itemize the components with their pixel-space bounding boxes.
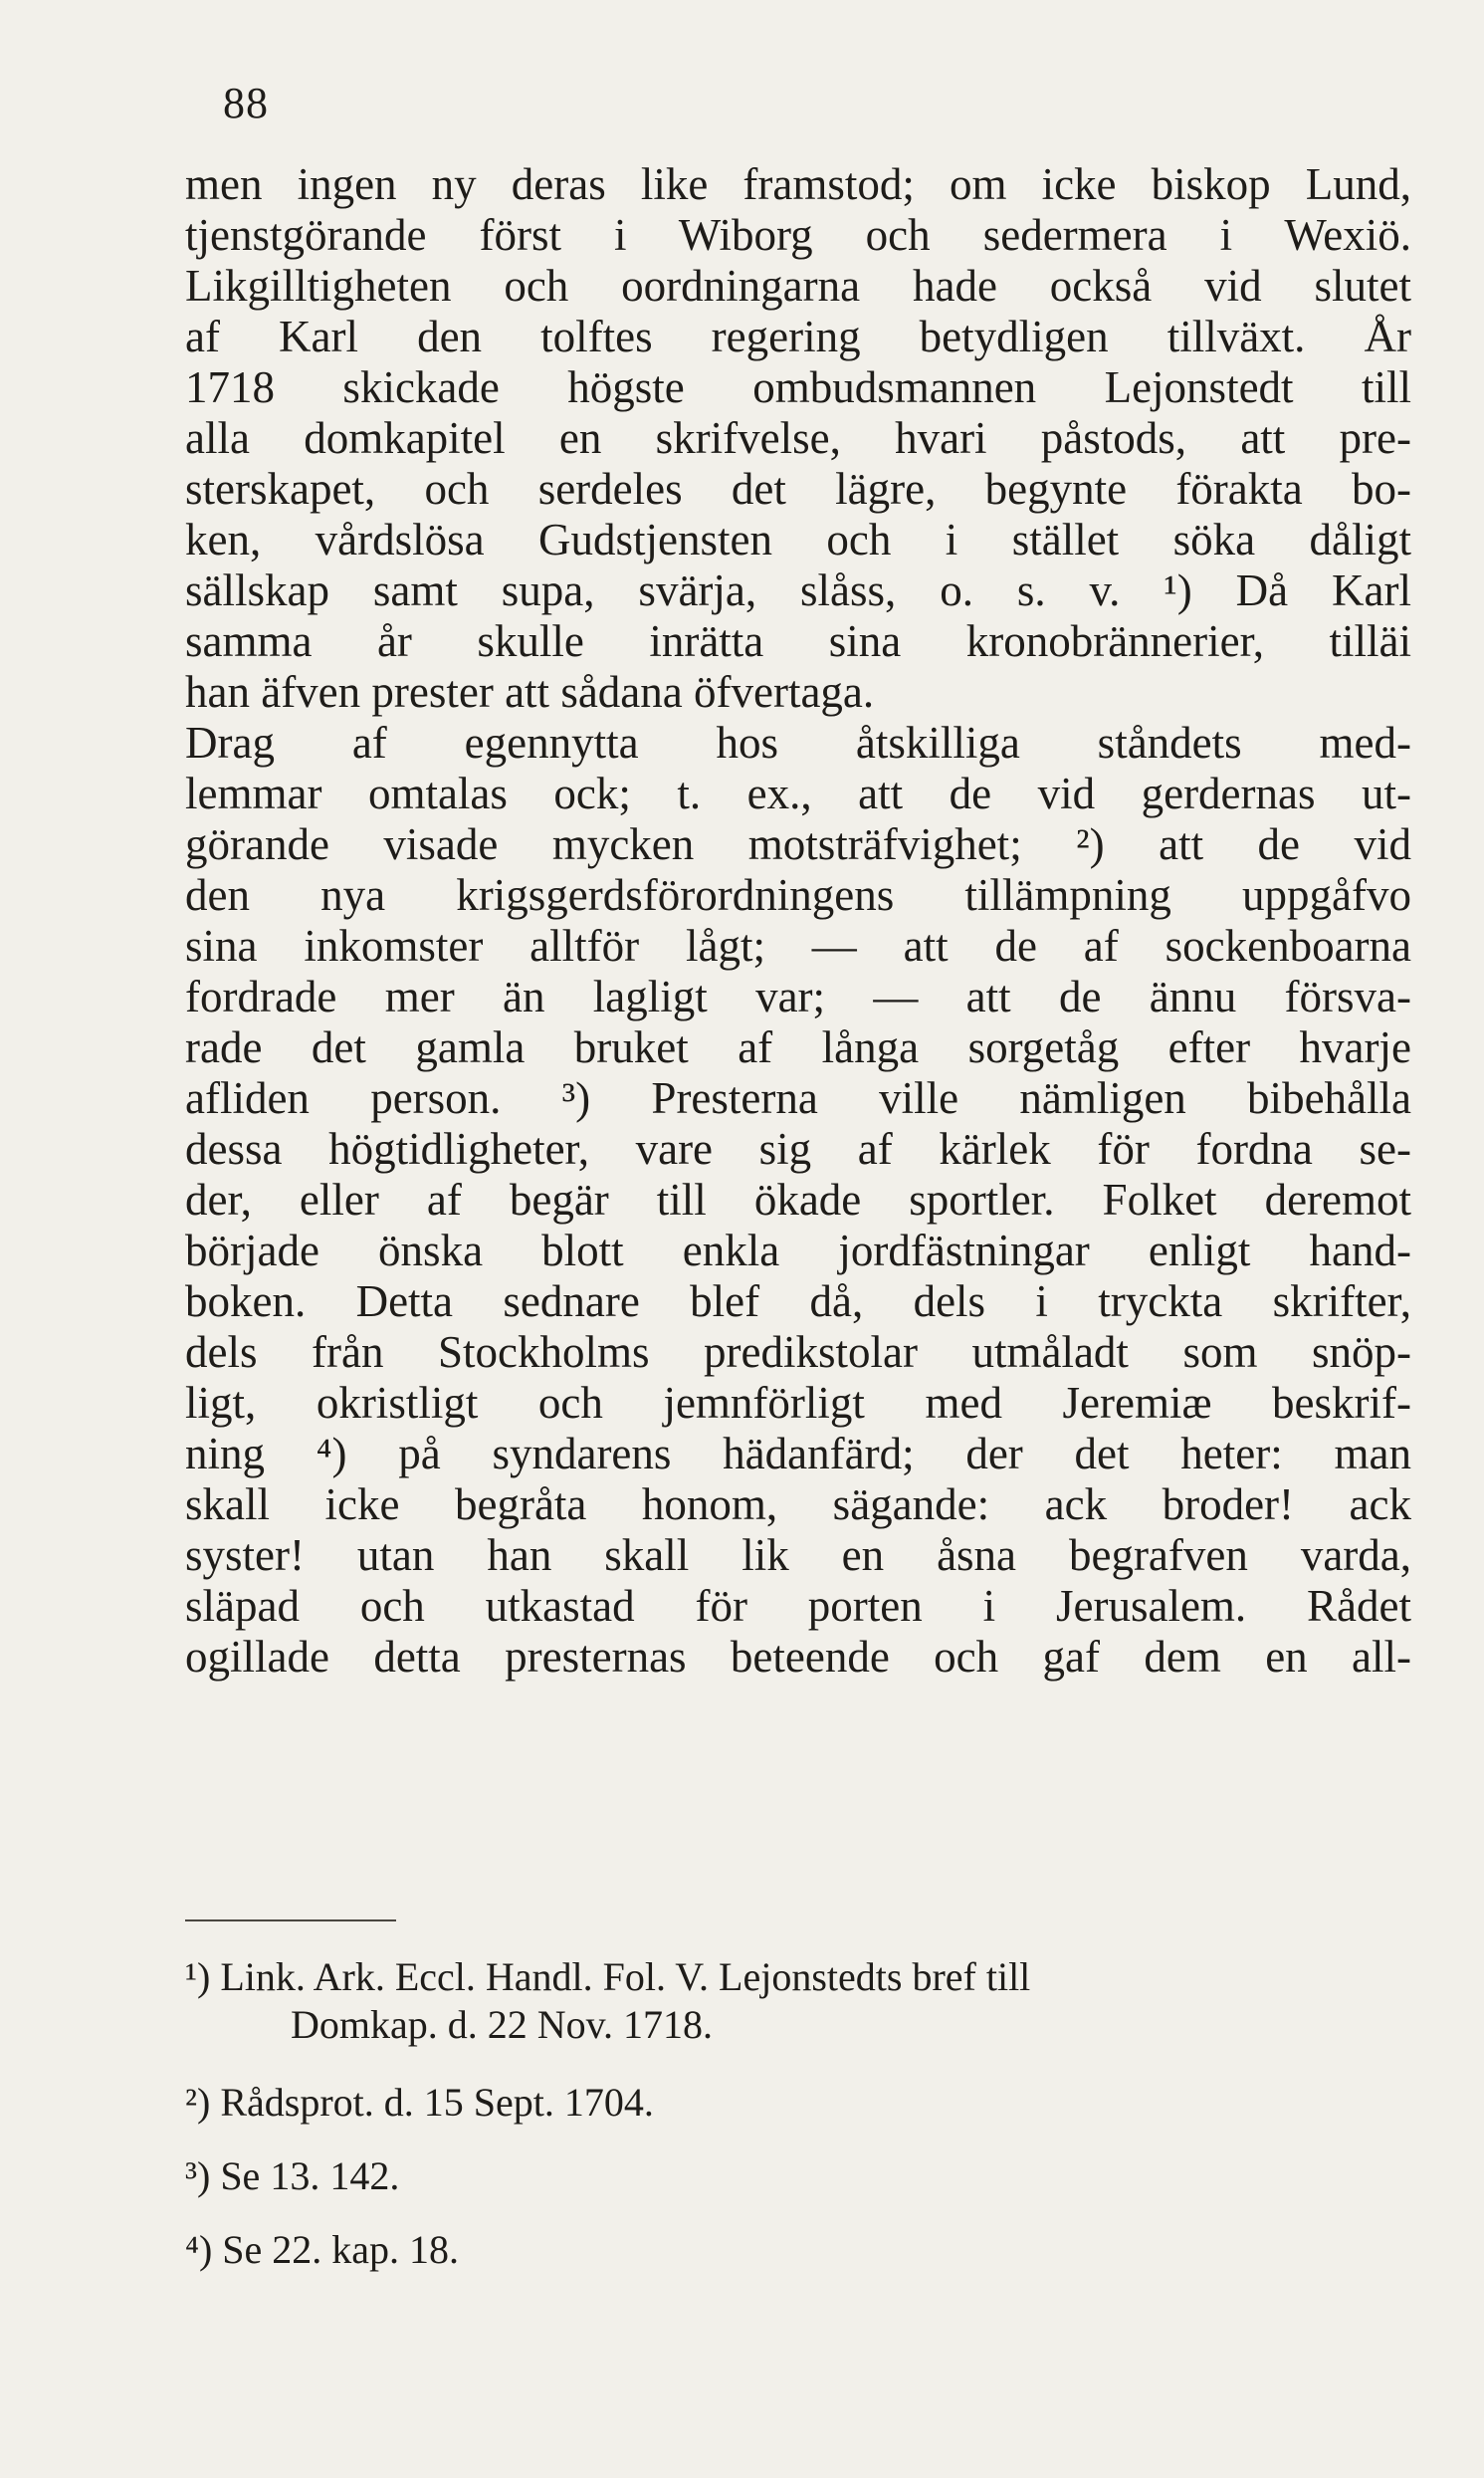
text-line-7: sterskapet, och serdeles det lägre, begynte förakta bo- — [185, 464, 1411, 514]
text-line-13: lemmar omtalas ock; t. ex., att de vid gerdernas ut- — [185, 769, 1411, 818]
text-line-23: boken. Detta sednare blef då, dels i tryckta skrifter, — [185, 1276, 1411, 1326]
text-line-20: dessa högtidligheter, vare sig af kärlek för fordna se- — [185, 1124, 1411, 1174]
text-line-24: dels från Stockholms predikstolar utmåladt som snöp- — [185, 1327, 1411, 1377]
text-line-28: syster! utan han skall lik en åsna begrafven varda, — [185, 1530, 1411, 1580]
text-line-9: sällskap samt supa, svärja, slåss, o. s. v. ¹) Då Karl — [185, 565, 1411, 615]
text-line-4: af Karl den tolftes regering betydligen tillväxt. År — [185, 312, 1411, 361]
text-line-30: ogillade detta presternas beteende och gaf dem en all- — [185, 1632, 1411, 1682]
text-line-22: började önska blott enkla jordfästningar enligt hand- — [185, 1226, 1411, 1275]
footnote-divider — [185, 1919, 396, 1921]
text-line-1: men ingen ny deras like framstod; om icke biskop Lund, — [185, 159, 1411, 209]
text-line-21: der, eller af begär till ökade sportler. Folket deremot — [185, 1175, 1411, 1225]
text-line-29: släpad och utkastad för porten i Jerusalem. Rådet — [185, 1581, 1411, 1631]
text-line-15: den nya krigsgerdsförordningens tillämpning uppgåfvo — [185, 870, 1411, 920]
footnote-4: ⁴) Se 22. kap. 18. — [185, 2227, 460, 2272]
footnote-1: ¹) Link. Ark. Eccl. Handl. Fol. V. Lejonstedts bref till — [185, 1954, 1031, 1999]
footnote-1-continuation: Domkap. d. 22 Nov. 1718. — [291, 2002, 714, 2047]
text-line-14: görande visade mycken motsträfvighet; ²) att de vid — [185, 819, 1411, 869]
text-line-6: alla domkapitel en skrifvelse, hvari påstods, att pre- — [185, 413, 1411, 463]
text-line-10: samma år skulle inrätta sina kronobrännerier, tilläi — [185, 616, 1411, 666]
body-text — [185, 159, 1411, 1683]
footnote-2: ²) Rådsprot. d. 15 Sept. 1704. — [185, 2080, 654, 2125]
text-line-18: rade det gamla bruket af långa sorgetåg efter hvarje — [185, 1022, 1411, 1072]
text-line-3: Likgilltigheten och oordningarna hade också vid slutet — [185, 261, 1411, 311]
footnote-3: ³) Se 13. 142. — [185, 2153, 400, 2198]
text-line-19: afliden person. ³) Presterna ville nämligen bibehålla — [185, 1073, 1411, 1123]
text-line-17: fordrade mer än lagligt var; — att de ännu försva- — [185, 972, 1411, 1021]
text-line-16: sina inkomster alltför lågt; — att de af sockenboarna — [185, 921, 1411, 971]
page-number: 88 — [223, 79, 269, 127]
text-line-26: ning ⁴) på syndarens hädanfärd; der det heter: man — [185, 1429, 1411, 1478]
text-line-12: Drag af egennytta hos åtskilliga ståndets med- — [185, 718, 1411, 768]
text-line-8: ken, vårdslösa Gudstjensten och i stället söka dåligt — [185, 515, 1411, 564]
text-line-11: han äfven prester att sådana öfvertaga. — [185, 667, 875, 717]
text-line-27: skall icke begråta honom, sägande: ack broder! ack — [185, 1479, 1411, 1529]
text-line-2: tjenstgörande först i Wiborg och sedermera i Wexiö. — [185, 210, 1411, 260]
text-line-25: ligt, okristligt och jemnförligt med Jeremiæ beskrif- — [185, 1378, 1411, 1428]
text-line-5: 1718 skickade högste ombudsmannen Lejonstedt till — [185, 362, 1411, 412]
